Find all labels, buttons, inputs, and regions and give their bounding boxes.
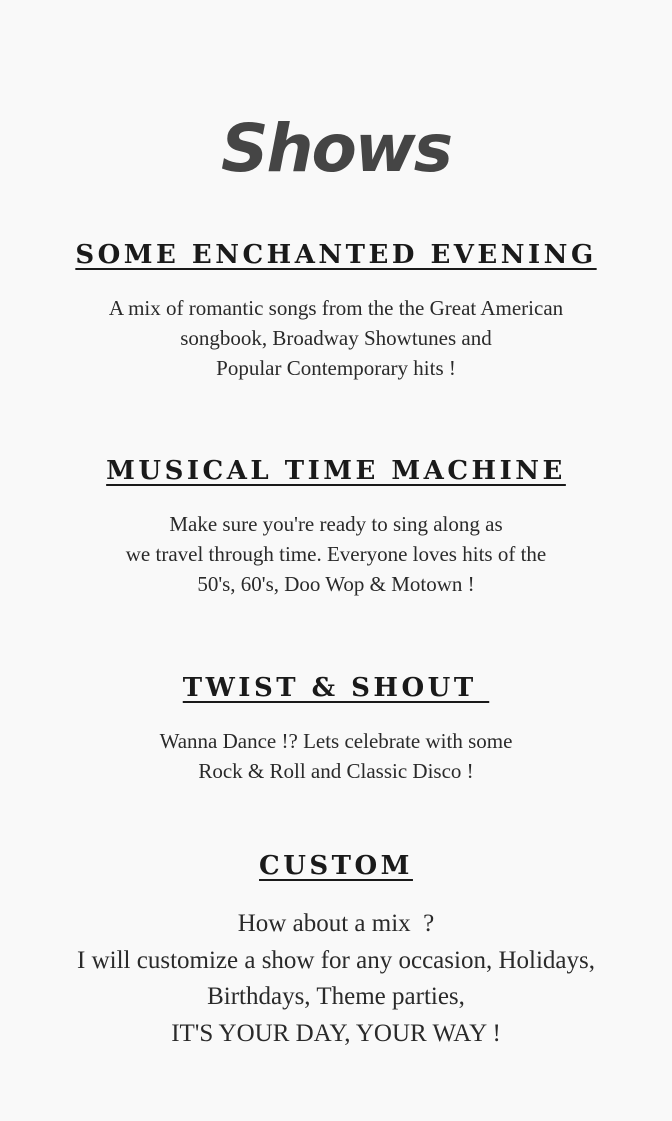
description-line: 50's, 60's, Doo Wop & Motown ! [197, 572, 475, 597]
description-line: A mix of romantic songs from the the Great American [108, 296, 564, 321]
show-heading: TWIST & SHOUT [182, 673, 490, 703]
show-section-musical-time-machine [0, 456, 672, 599]
description-line: we travel through time. Everyone loves hits of the [125, 542, 547, 567]
show-section-twist-and-shout [0, 673, 672, 786]
description-line: Birthdays, Theme parties, [207, 983, 465, 1011]
show-description [0, 509, 672, 599]
show-description [0, 906, 672, 1052]
description-line: How about a mix ? [237, 910, 435, 938]
description-line: IT'S YOUR DAY, YOUR WAY ! [171, 1019, 501, 1047]
show-section-custom [0, 851, 672, 1052]
description-line: Make sure you're ready to sing along as [169, 512, 503, 537]
show-heading: SOME ENCHANTED EVENING [75, 240, 597, 270]
show-heading: CUSTOM [259, 851, 413, 881]
description-line: songbook, Broadway Showtunes and [180, 326, 492, 351]
description-line: I will customize a show for any occasion, Holidays, [77, 946, 595, 974]
description-line: Popular Contemporary hits ! [216, 356, 456, 381]
description-line: Wanna Dance !? Lets celebrate with some [159, 729, 513, 754]
page-title: Shows [220, 110, 452, 188]
description-line: Rock & Roll and Classic Disco ! [198, 759, 474, 784]
show-description [0, 293, 672, 383]
show-heading: MUSICAL TIME MACHINE [106, 456, 566, 486]
show-description [0, 726, 672, 786]
show-section-some-enchanted-evening [0, 240, 672, 383]
